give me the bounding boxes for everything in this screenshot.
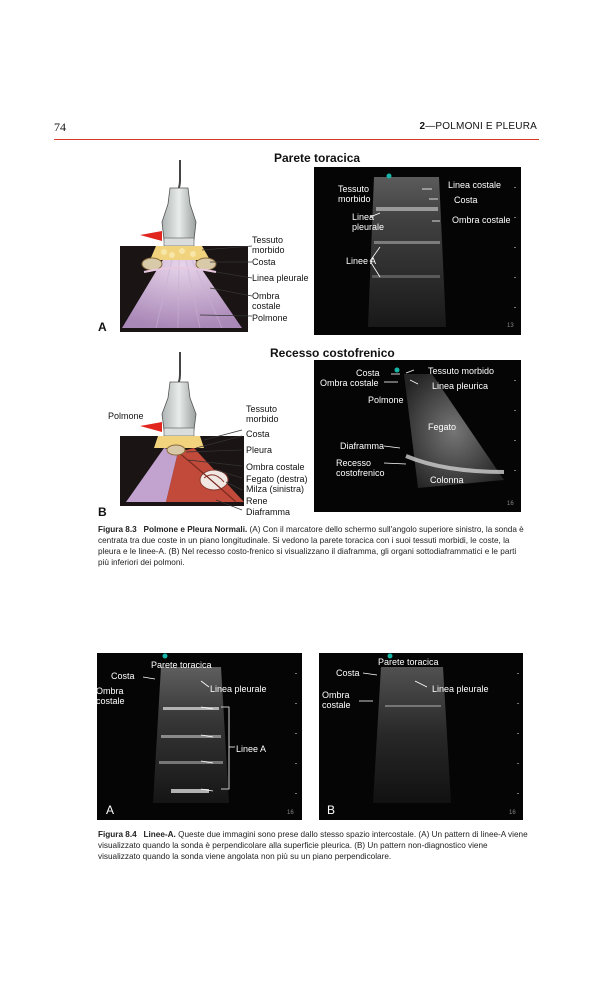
us-label-diaframma: Diaframma xyxy=(340,441,385,451)
us-label-costa-4b: Costa xyxy=(336,668,360,678)
us-label-parete-toracica-4b: Parete toracica xyxy=(378,657,439,667)
label-costa-b: Costa xyxy=(246,429,270,439)
screen-marker-dot-b xyxy=(395,368,400,373)
us-label-polmone-b: Polmone xyxy=(368,395,404,405)
caption-text-8-3: (A) Con il marcatore dello schermo sull'angolo superiore sinistro, la sonda è centrata tra due coste in un piano longitudinale. Si vedono la parete toracica con i suoi tessuti morbidi, le coste, la pleura e le linee-A. (B) Nel recesso costo-frenico si visualizzano il diaframma, gli organi sottodiaframmatici e le parti più inferiori dei polmoni. xyxy=(98,525,524,567)
label-diaframma-b: Diaframma xyxy=(246,507,291,517)
chapter-number: 2 xyxy=(419,121,426,132)
us-label-ombra-costale-4b: Ombra costale xyxy=(322,690,351,710)
us-label-linea-costale: Linea costale xyxy=(448,180,502,190)
figure-8-3-caption xyxy=(98,524,528,568)
label-milza-b: Milza (sinistra) xyxy=(246,484,305,494)
panel-letter-4a: A xyxy=(106,803,115,817)
header-rule xyxy=(54,139,539,140)
us-label-recesso-costofrenico: Recesso costofrenico xyxy=(336,458,385,478)
panel-letter-4b: B xyxy=(327,803,336,817)
panel-letter-a: A xyxy=(98,320,107,334)
us-corner-number-4a: 16 xyxy=(287,810,294,816)
caption-text-8-4: Queste due immagini sono prese dallo stesso spazio intercostale. (A) Un pattern di linee-A viene visualizzato quando la sonda è perpendicolare alla superficie pleurica. (B) Un pattern non-diagnostico viene visualizzato quando la sonda viene angolata non più su un piano perpendicolare. xyxy=(98,830,528,861)
caption-title-8-3: Polmone e Pleura Normali. xyxy=(143,525,248,534)
chapter-header xyxy=(419,121,537,132)
us-corner-number-b: 16 xyxy=(507,501,514,507)
caption-title-8-4: Linee-A. xyxy=(143,830,176,839)
caption-label-8-4: Figura 8.4 xyxy=(98,830,137,839)
ultrasound-image-non-diagnostic xyxy=(319,653,523,820)
label-rene-b: Rene xyxy=(246,496,268,506)
us-label-costa-4a: Costa xyxy=(111,671,135,681)
chapter-title: —POLMONI E PLEURA xyxy=(425,121,537,132)
us-label-linea-pleurale-4b: Linea pleurale xyxy=(432,684,489,694)
us-label-tessuto-morbido: Tessuto morbido xyxy=(338,184,371,204)
screen-marker-dot-4a xyxy=(163,654,168,659)
us-label-fegato: Fegato xyxy=(428,422,457,432)
label-polmone-b: Polmone xyxy=(108,411,144,421)
us-label-costa-b: Costa xyxy=(356,368,380,378)
label-linea-pleurale-a: Linea pleurale xyxy=(252,273,309,283)
us-label-costa: Costa xyxy=(454,195,478,205)
us-label-ombra-costale-4a: Ombra costale xyxy=(96,686,125,706)
figure-title-recesso: Recesso costofrenico xyxy=(270,346,395,360)
us-label-colonna: Colonna xyxy=(430,475,464,485)
figure-8-4-caption xyxy=(98,829,528,862)
panel-letter-b: B xyxy=(98,505,107,519)
label-ombra-costale-a: Ombra costale xyxy=(252,291,281,311)
figure-title-parete-toracica: Parete toracica xyxy=(274,151,361,165)
label-polmone-a: Polmone xyxy=(252,313,288,323)
us-label-tessuto-morbido-b: Tessuto morbido xyxy=(428,366,495,376)
us-corner-number-a: 13 xyxy=(507,323,514,329)
caption-label-8-3: Figura 8.3 xyxy=(98,525,137,534)
label-fegato-b: Fegato (destra) xyxy=(246,474,308,484)
us-label-ombra-costale: Ombra costale xyxy=(452,215,511,225)
us-label-linea-pleurale: Linea pleurale xyxy=(352,212,385,232)
label-tessuto-morbido-b: Tessuto morbido xyxy=(246,404,279,424)
us-corner-number-4b: 16 xyxy=(509,810,516,816)
us-label-linee-a: Linee A xyxy=(346,256,377,266)
ultrasound-scan-b-lines xyxy=(319,653,523,820)
label-tessuto-morbido-a: Tessuto morbido xyxy=(252,235,285,255)
us-label-linea-pleurica: Linea pleurica xyxy=(432,381,489,391)
label-costa-a: Costa xyxy=(252,257,276,267)
us-label-ombra-costale-b: Ombra costale xyxy=(320,378,379,388)
us-label-linee-a-4a: Linee A xyxy=(236,744,267,754)
us-label-parete-toracica-4a: Parete toracica xyxy=(151,660,212,670)
label-ombra-costale-b: Ombra costale xyxy=(246,462,305,472)
page-number: 74 xyxy=(54,120,66,134)
us-label-linea-pleurale-4a: Linea pleurale xyxy=(210,684,267,694)
label-pleura-b: Pleura xyxy=(246,445,273,455)
screen-marker-dot xyxy=(387,174,392,179)
